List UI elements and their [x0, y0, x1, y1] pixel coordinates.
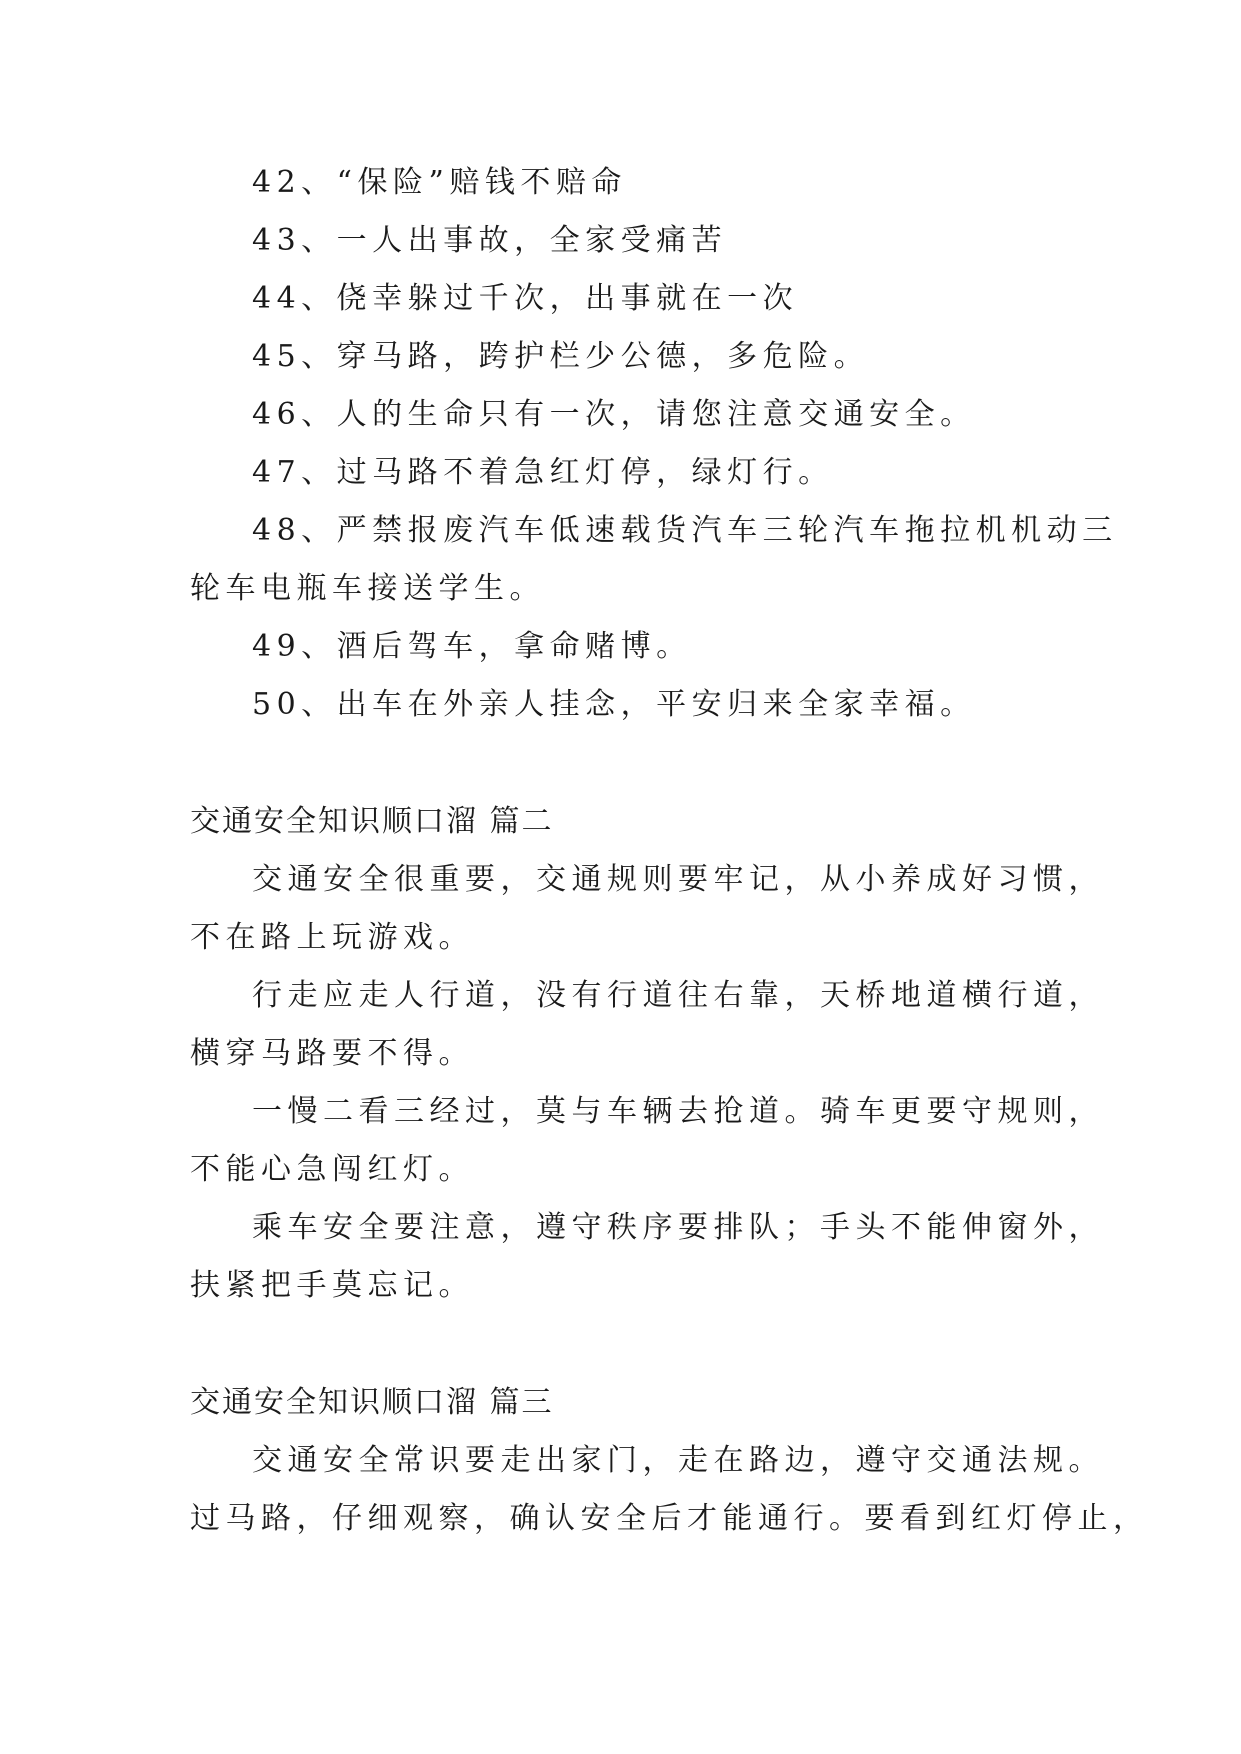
- paragraph-line: 扶紧把手莫忘记。: [190, 1268, 474, 1303]
- list-item: 42、“保险”赔钱不赔命: [252, 165, 627, 200]
- paragraph-line: 横穿马路要不得。: [190, 1036, 474, 1071]
- list-item: 50、出车在外亲人挂念，平安归来全家幸福。: [252, 687, 976, 722]
- list-item: 49、酒后驾车，拿命赌博。: [252, 629, 692, 664]
- paragraph-line: 交通安全常识要走出家门，走在路边，遵守交通法规。: [252, 1443, 1104, 1478]
- section-heading: 交通安全知识顺口溜 篇三: [190, 1385, 554, 1420]
- list-item: 47、过马路不着急红灯停，绿灯行。: [252, 455, 834, 490]
- list-item: 43、一人出事故，全家受痛苦: [252, 223, 728, 258]
- list-item: 48、严禁报废汽车低速载货汽车三轮汽车拖拉机机动三: [252, 513, 1118, 548]
- paragraph-line: 过马路，仔细观察，确认安全后才能通行。要看到红灯停止，: [190, 1501, 1149, 1536]
- list-item: 46、人的生命只有一次，请您注意交通安全。: [252, 397, 976, 432]
- list-item: 44、侥幸躲过千次，出事就在一次: [252, 281, 799, 316]
- paragraph-line: 不能心急闯红灯。: [190, 1152, 474, 1187]
- paragraph-line: 一慢二看三经过，莫与车辆去抢道。骑车更要守规则，: [252, 1094, 1104, 1129]
- paragraph-line: 不在路上玩游戏。: [190, 920, 474, 955]
- list-item: 45、穿马路，跨护栏少公德，多危险。: [252, 339, 870, 374]
- list-item-continuation: 轮车电瓶车接送学生。: [190, 571, 545, 606]
- paragraph-line: 乘车安全要注意，遵守秩序要排队；手头不能伸窗外，: [252, 1210, 1104, 1245]
- section-heading: 交通安全知识顺口溜 篇二: [190, 804, 554, 839]
- paragraph-line: 行走应走人行道，没有行道往右靠，天桥地道横行道，: [252, 978, 1104, 1013]
- paragraph-line: 交通安全很重要，交通规则要牢记，从小养成好习惯，: [252, 862, 1104, 897]
